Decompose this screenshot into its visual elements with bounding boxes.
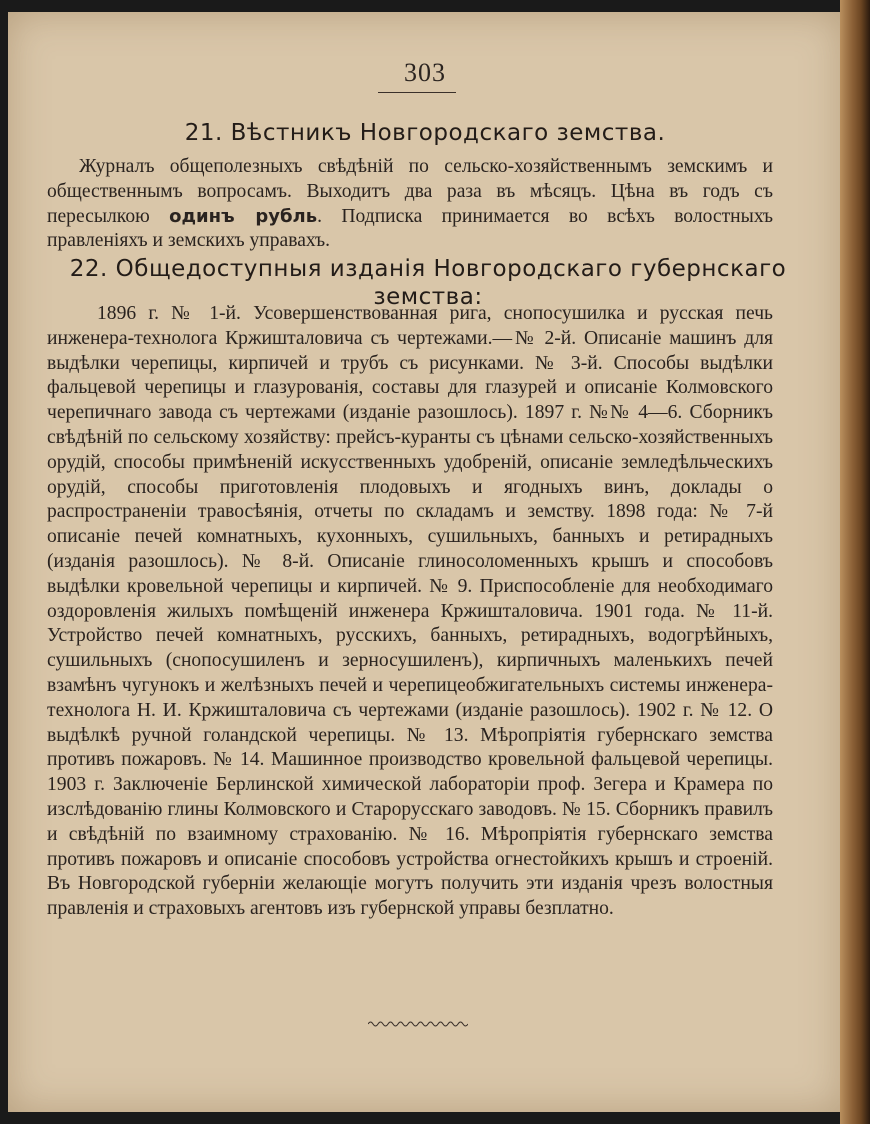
section-21-text-before: Журналъ общеполезныхъ свѣдѣній по сельско-хозяйственнымъ земскимъ и общественнымъ вопросамъ. Выходитъ два раза въ мѣсяцъ. Цѣна въ годъ съ пересылкою: [47, 156, 773, 227]
wavy-ornament-icon: [368, 1019, 468, 1029]
section-21-heading: 21. Вѣстникъ Новгородскаго земства.: [184, 120, 666, 146]
page-number-underline: [378, 92, 456, 93]
page-number: 303: [404, 58, 446, 87]
section-21-body: [47, 155, 773, 254]
subscription-price: одинъ рубль: [169, 205, 318, 227]
section-22-heading: 22. Общедоступныя изданія Новгородскаго губернскаго земства:: [69, 256, 787, 310]
book-page: [8, 12, 842, 1112]
section-22-body: 1896 г. № 1-й. Усовершенствованная рига, снопосушилка и русская печь инженера-технолога Кржишталовича съ чертежами.—№ 2-й. Описаніе машинъ для выдѣлки черепицы, кирпичей и трубъ съ рисунками. № 3-й. Способы выдѣлки фальцевой черепицы и глазурованія, составы для глазурей и описаніе Колмовского черепичнаго завода съ чертежами (изданіе разошлось). 1897 г. №№ 4—6. Сборникъ свѣдѣній по сельскому хозяйству: прейсъ-куранты съ цѣнами сельско-хозяйственныхъ орудій, способы примѣненій искусственныхъ удобреній, описаніе земледѣльческихъ орудій, способы приготовленія плодовыхъ и ягодныхъ винъ, доклады о распространеніи травосѣянія, отчеты по складамъ и земству. 1898 года: № 7-й описаніе печей комнатныхъ, кухонныхъ, сушильныхъ, банныхъ и ретирадныхъ (изданія разошлось). № 8-й. Описаніе глиносоломенныхъ крышъ и способовъ выдѣлки кровельной черепицы и кирпичей. № 9. Приспособленіе для необходимаго оздоровленія жилыхъ помѣщеній инженера Кржишталовича. 1901 года. № 11-й. Устройство печей комнатныхъ, русскихъ, банныхъ, ретирадныхъ, водогрѣйныхъ, сушильныхъ (снопосушиленъ и зерносушиленъ), кирпичныхъ маленькихъ печей взамѣнъ чугунокъ и желѣзныхъ печей и черепицеобжигательныхъ системы инженера-технолога Н. И. Кржишталовича съ чертежами (изданіе разошлось). 1902 г. № 12. О выдѣлкѣ ручной голандской черепицы. № 13. Мѣропріятія губернскаго земства противъ пожаровъ. № 14. Машинное производство кровельной фальцевой черепицы. 1903 г. Заключеніе Берлинской химической лабораторіи проф. Зегера и Крамера по изслѣдованію глины Колмовского и Старорусскаго заводовъ. № 15. Сборникъ правилъ и свѣдѣній по взаимному страхованію. № 16. Мѣропріятія губернскаго земства противъ пожаровъ и описаніе способовъ устройства огнестойкихъ крышъ и строеній. Въ Новгородской губерніи желающіе могутъ получить эти изданія чрезъ волостныя правленія и страховыхъ агентовъ изъ губернской управы безплатно.: [47, 303, 773, 920]
section-21-text-after: . Подписка принимается во всѣхъ волостныхъ правленіяхъ и земскихъ управахъ.: [47, 205, 773, 252]
page-edge: [840, 0, 870, 1124]
